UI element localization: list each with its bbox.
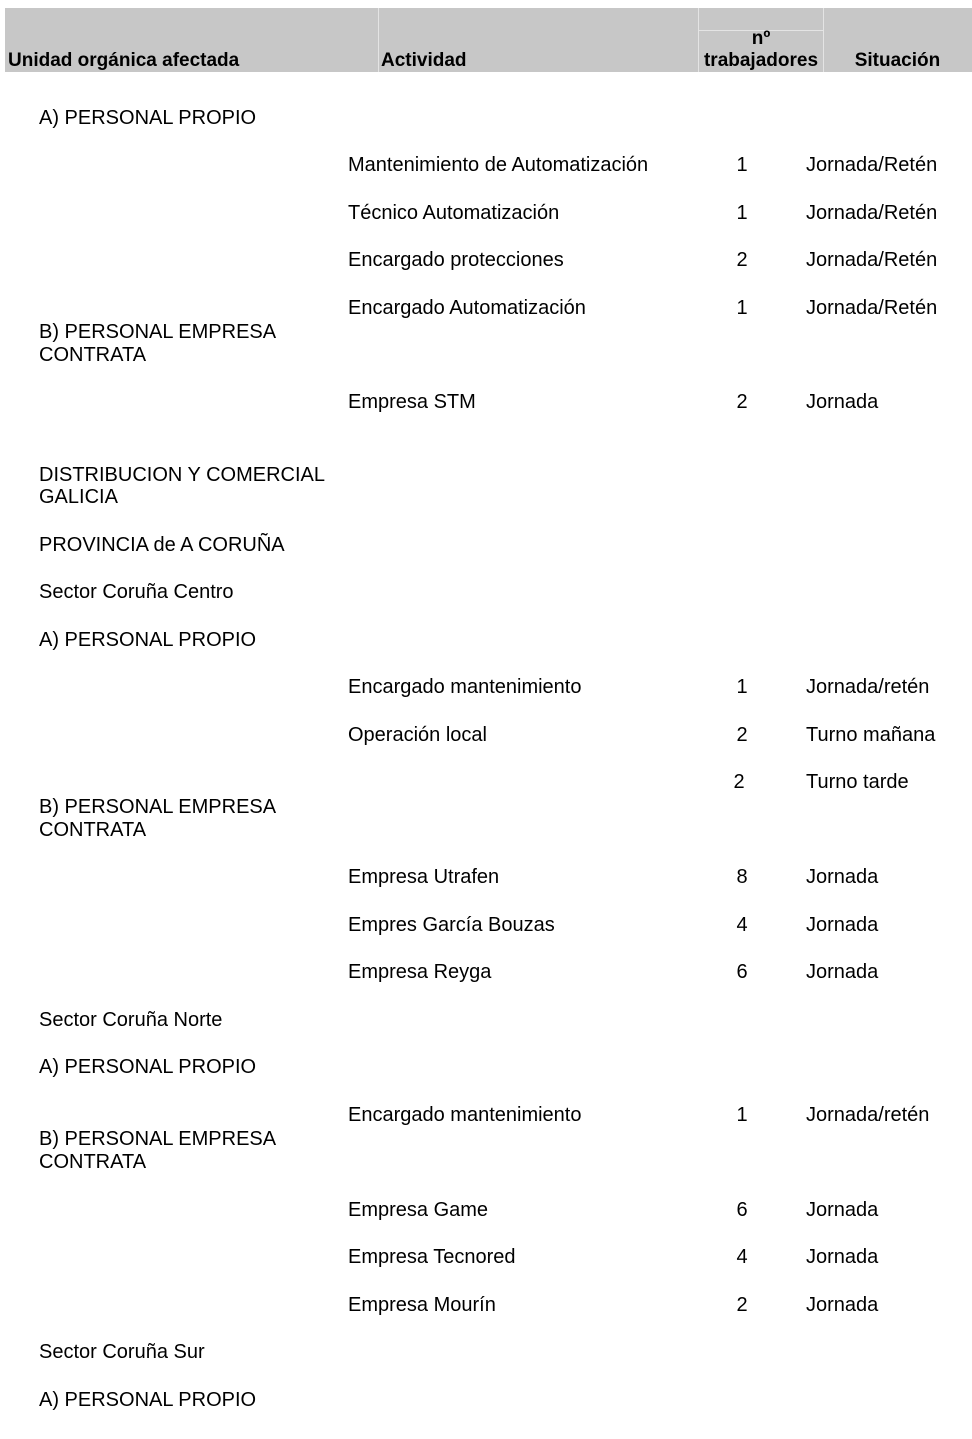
activity-cell: Empresa Game	[348, 1199, 489, 1221]
situation-cell: Jornada/Retén	[806, 297, 938, 319]
workers-cell: 1	[736, 202, 748, 224]
workers-cell: 4	[736, 914, 748, 936]
header-cell-situation	[824, 8, 971, 72]
situation-cell: Turno mañana	[806, 724, 936, 746]
activity-cell: Empresa Mourín	[348, 1294, 496, 1316]
unit-label: B) PERSONAL EMPRESA	[39, 796, 277, 818]
workers-cell: 1	[736, 297, 748, 319]
unit-label: CONTRATA	[39, 1151, 147, 1173]
situation-cell: Jornada	[806, 391, 879, 413]
activity-cell: Encargado mantenimiento	[348, 676, 582, 698]
unit-label: B) PERSONAL EMPRESA	[39, 1128, 277, 1150]
workers-cell: 2	[736, 724, 748, 746]
unit-label: Sector Coruña Norte	[39, 1009, 223, 1031]
unit-label: DISTRIBUCION Y COMERCIAL	[39, 464, 325, 486]
header-cell-activity	[379, 8, 699, 72]
activity-cell: Operación local	[348, 724, 487, 746]
situation-cell: Jornada	[806, 1199, 879, 1221]
unit-label: PROVINCIA de A CORUÑA	[39, 534, 285, 556]
workers-cell: 1	[736, 154, 748, 176]
workers-cell: 2	[736, 249, 748, 271]
workers-cell: 1	[736, 676, 748, 698]
workers-cell: 8	[736, 866, 748, 888]
workers-cell: 2	[736, 391, 748, 413]
situation-cell: Jornada/retén	[806, 676, 930, 698]
header-workers-label-line1: nº	[751, 28, 771, 49]
unit-label: GALICIA	[39, 486, 118, 508]
unit-label: A) PERSONAL PROPIO	[39, 1389, 257, 1411]
workers-cell: 2	[736, 1294, 748, 1316]
header-unit-label: Unidad orgánica afectada	[8, 50, 240, 71]
unit-label: A) PERSONAL PROPIO	[39, 629, 257, 651]
workers-cell: 4	[736, 1246, 748, 1268]
header-activity-label: Actividad	[381, 50, 467, 71]
workers-cell: 6	[736, 961, 748, 983]
activity-cell: Encargado protecciones	[348, 249, 564, 271]
activity-cell: Empresa Reyga	[348, 961, 492, 983]
activity-cell: Encargado mantenimiento	[348, 1104, 582, 1126]
unit-label: CONTRATA	[39, 819, 147, 841]
header-cell-unit	[5, 8, 379, 72]
header-cell-workers	[699, 8, 824, 72]
situation-cell: Jornada/Retén	[806, 249, 938, 271]
header-situation-label: Situación	[854, 50, 941, 71]
workers-cell: 6	[736, 1199, 748, 1221]
table-header	[5, 8, 972, 72]
workers-cell: 2	[733, 771, 745, 793]
situation-cell: Jornada/Retén	[806, 154, 938, 176]
workers-cell: 1	[736, 1104, 748, 1126]
unit-label: A) PERSONAL PROPIO	[39, 1056, 257, 1078]
unit-label: CONTRATA	[39, 344, 147, 366]
unit-label: B) PERSONAL EMPRESA	[39, 321, 277, 343]
situation-cell: Jornada	[806, 1246, 879, 1268]
activity-cell: Mantenimiento de Automatización	[348, 154, 649, 176]
situation-cell: Jornada/retén	[806, 1104, 930, 1126]
activity-cell: Empres García Bouzas	[348, 914, 555, 936]
situation-cell: Turno tarde	[806, 771, 909, 793]
activity-cell: Técnico Automatización	[348, 202, 560, 224]
unit-label: Sector Coruña Sur	[39, 1341, 205, 1363]
header-workers-label-line2: trabajadores	[703, 50, 819, 71]
activity-cell: Empresa Utrafen	[348, 866, 500, 888]
situation-cell: Jornada	[806, 1294, 879, 1316]
situation-cell: Jornada	[806, 961, 879, 983]
situation-cell: Jornada/Retén	[806, 202, 938, 224]
situation-cell: Jornada	[806, 914, 879, 936]
situation-cell: Jornada	[806, 866, 879, 888]
activity-cell: Encargado Automatización	[348, 297, 586, 319]
activity-cell: Empresa Tecnored	[348, 1246, 516, 1268]
unit-label: Sector Coruña Centro	[39, 581, 234, 603]
unit-label: A) PERSONAL PROPIO	[39, 107, 257, 129]
activity-cell: Empresa STM	[348, 391, 476, 413]
